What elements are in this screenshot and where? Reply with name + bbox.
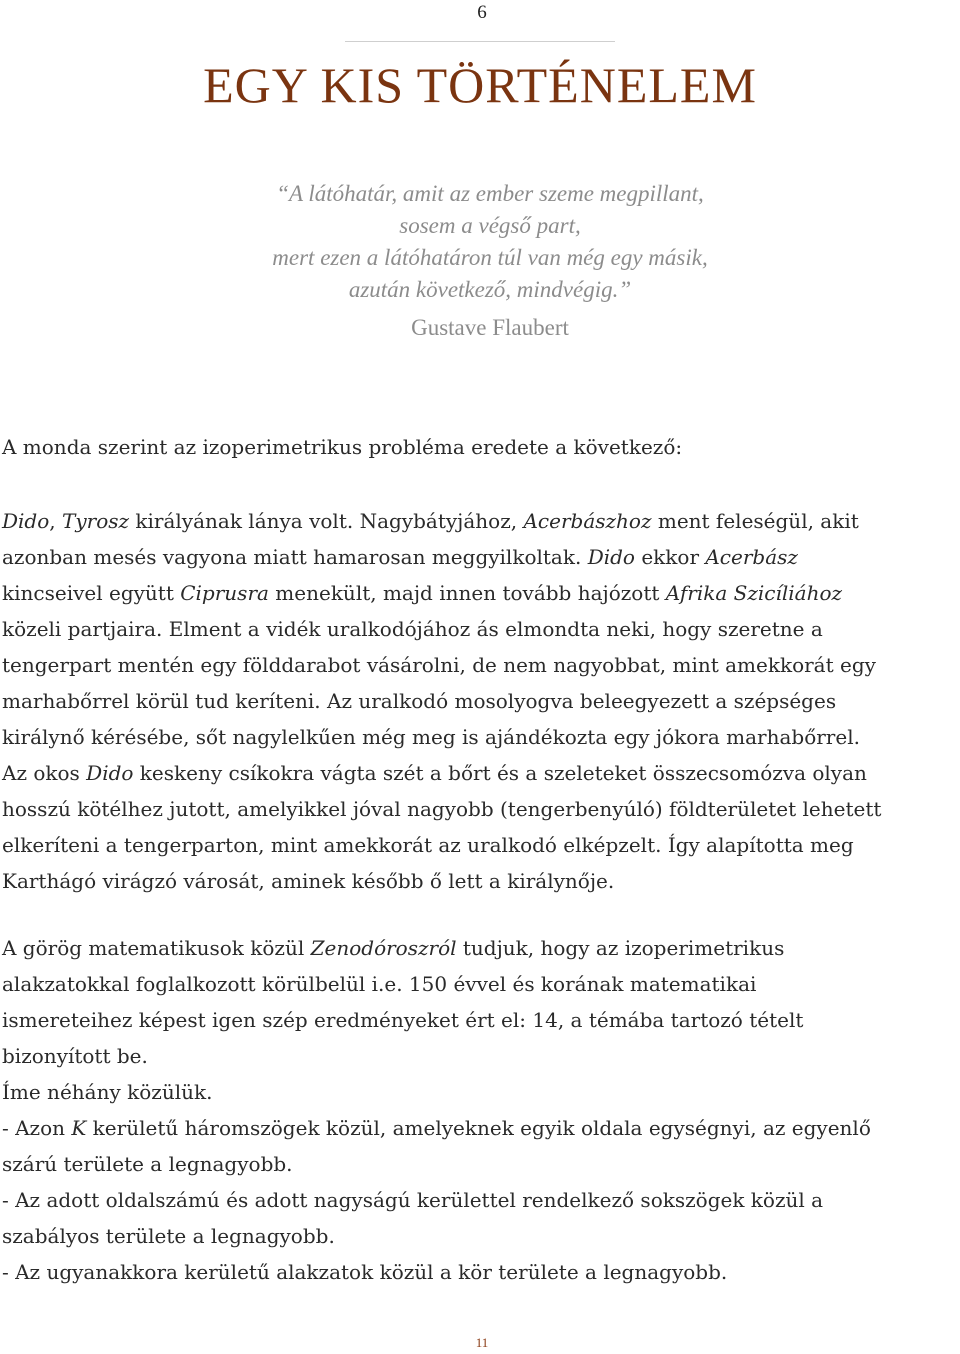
text-line [2,930,957,966]
text-fragment: , [49,509,62,533]
text-line: elkeríteni a tengerparton, mint amekkorát az uralkodó elképzelt. Így alapította meg [2,833,854,857]
text-fragment: ekkor [634,545,706,569]
text-line: Íme néhány közülük. [2,1080,213,1104]
text-line: szabályos területe a legnagyobb. [2,1224,335,1248]
text-line [2,503,957,539]
text-fragment: - Azon [2,1116,72,1140]
text-line: - Az ugyanakkora kerületű alakzatok közül a kör területe a legnagyobb. [2,1260,728,1284]
epigraph-line: azután következő, mindvégig.” [348,277,632,302]
text-fragment: királyának lánya volt. Nagybátyjához, [129,509,524,533]
name-tyrosz: Tyrosz [62,509,130,533]
name-dido: Dido [86,761,134,785]
text-line: tengerpart mentén egy földdarabot vásárolni, de nem nagyobbat, mint amekkorát egy [2,653,876,677]
text-fragment: azonban mesés vagyona miatt hamarosan meggyilkoltak. [2,545,582,569]
text-line: - Az adott oldalszámú és adott nagyságú kerülettel rendelkező sokszögek közül a [2,1188,824,1212]
text-fragment: kerületű háromszögek közül, amelyeknek egyik oldala egységnyi, az egyenlő [86,1116,871,1140]
variable-k: K [71,1116,87,1140]
text-line: bizonyított be. [2,1044,148,1068]
epigraph-line: sosem a végső part, [399,213,581,238]
text-fragment: menekült, majd innen tovább hajózott [268,581,666,605]
name-acerbasz: Acerbász [705,545,798,569]
header-divider [345,41,615,42]
name-acerbasz: Acerbászhoz [523,509,652,533]
text-line: alakzatokkal foglalkozott körülbelül i.e. 150 évvel és korának matematikai [2,972,757,996]
page-number: 6 [477,2,487,23]
dido-paragraph [2,503,957,899]
text-line: királynő kérésébe, sőt nagylelkűen még meg is ajándékozta egy jókora marhabőrrel. [2,725,860,749]
text-line [2,539,957,575]
text-line: marhabőrrel körül tud keríteni. Az uralkodó mosolyogva beleegyezett a szépséges [2,689,837,713]
text-line: hosszú kötélhez jutott, amelyikkel jóval nagyobb (tengerbenyúló) földterületet lehetett [2,797,882,821]
text-fragment: tudjuk, hogy az izoperimetrikus [456,936,785,960]
name-dido: Dido [2,509,50,533]
place-afrika: Afrika Szicíliához [665,581,843,605]
text-fragment: Az okos [2,761,87,785]
text-line: ismereteihez képest igen szép eredményeket ért el: 14, a témába tartozó tételt [2,1008,804,1032]
name-zenodorosz: Zenodóroszról [310,936,457,960]
text-line: Karthágó virágzó városát, aminek később ő lett a királynője. [2,869,615,893]
text-line [2,575,957,611]
text-line: szárú területe a legnagyobb. [2,1152,293,1176]
intro-paragraph [2,430,957,464]
epigraph-line: mert ezen a látóhatáron túl van még egy másik, [272,245,708,270]
epigraph-author: Gustave Flaubert [411,315,569,340]
text-fragment: ment feleségül, akit [651,509,859,533]
name-dido: Dido [587,545,635,569]
text-fragment: A görög matematikusok közül [2,936,311,960]
text-line: közeli partjaira. Elment a vidék uralkodójához ás elmondta neki, hogy szeretne a [2,617,823,641]
text-line: A monda szerint az izoperimetrikus probléma eredete a következő: [2,435,683,459]
text-line [2,755,957,791]
zenodorosz-paragraph [2,930,957,1290]
footer-page-number: 11 [475,1335,489,1350]
place-ciprus: Ciprusra [180,581,269,605]
epigraph [0,178,960,344]
text-line [2,1110,957,1146]
epigraph-line: “A látóhatár, amit az ember szeme megpillant, [276,181,704,206]
text-fragment: kincseivel együtt [2,581,181,605]
chapter-title: EGY KIS TÖRTÉNELEM [203,57,757,113]
text-fragment: keskeny csíkokra vágta szét a bőrt és a szeleteket összecsomózva olyan [133,761,867,785]
